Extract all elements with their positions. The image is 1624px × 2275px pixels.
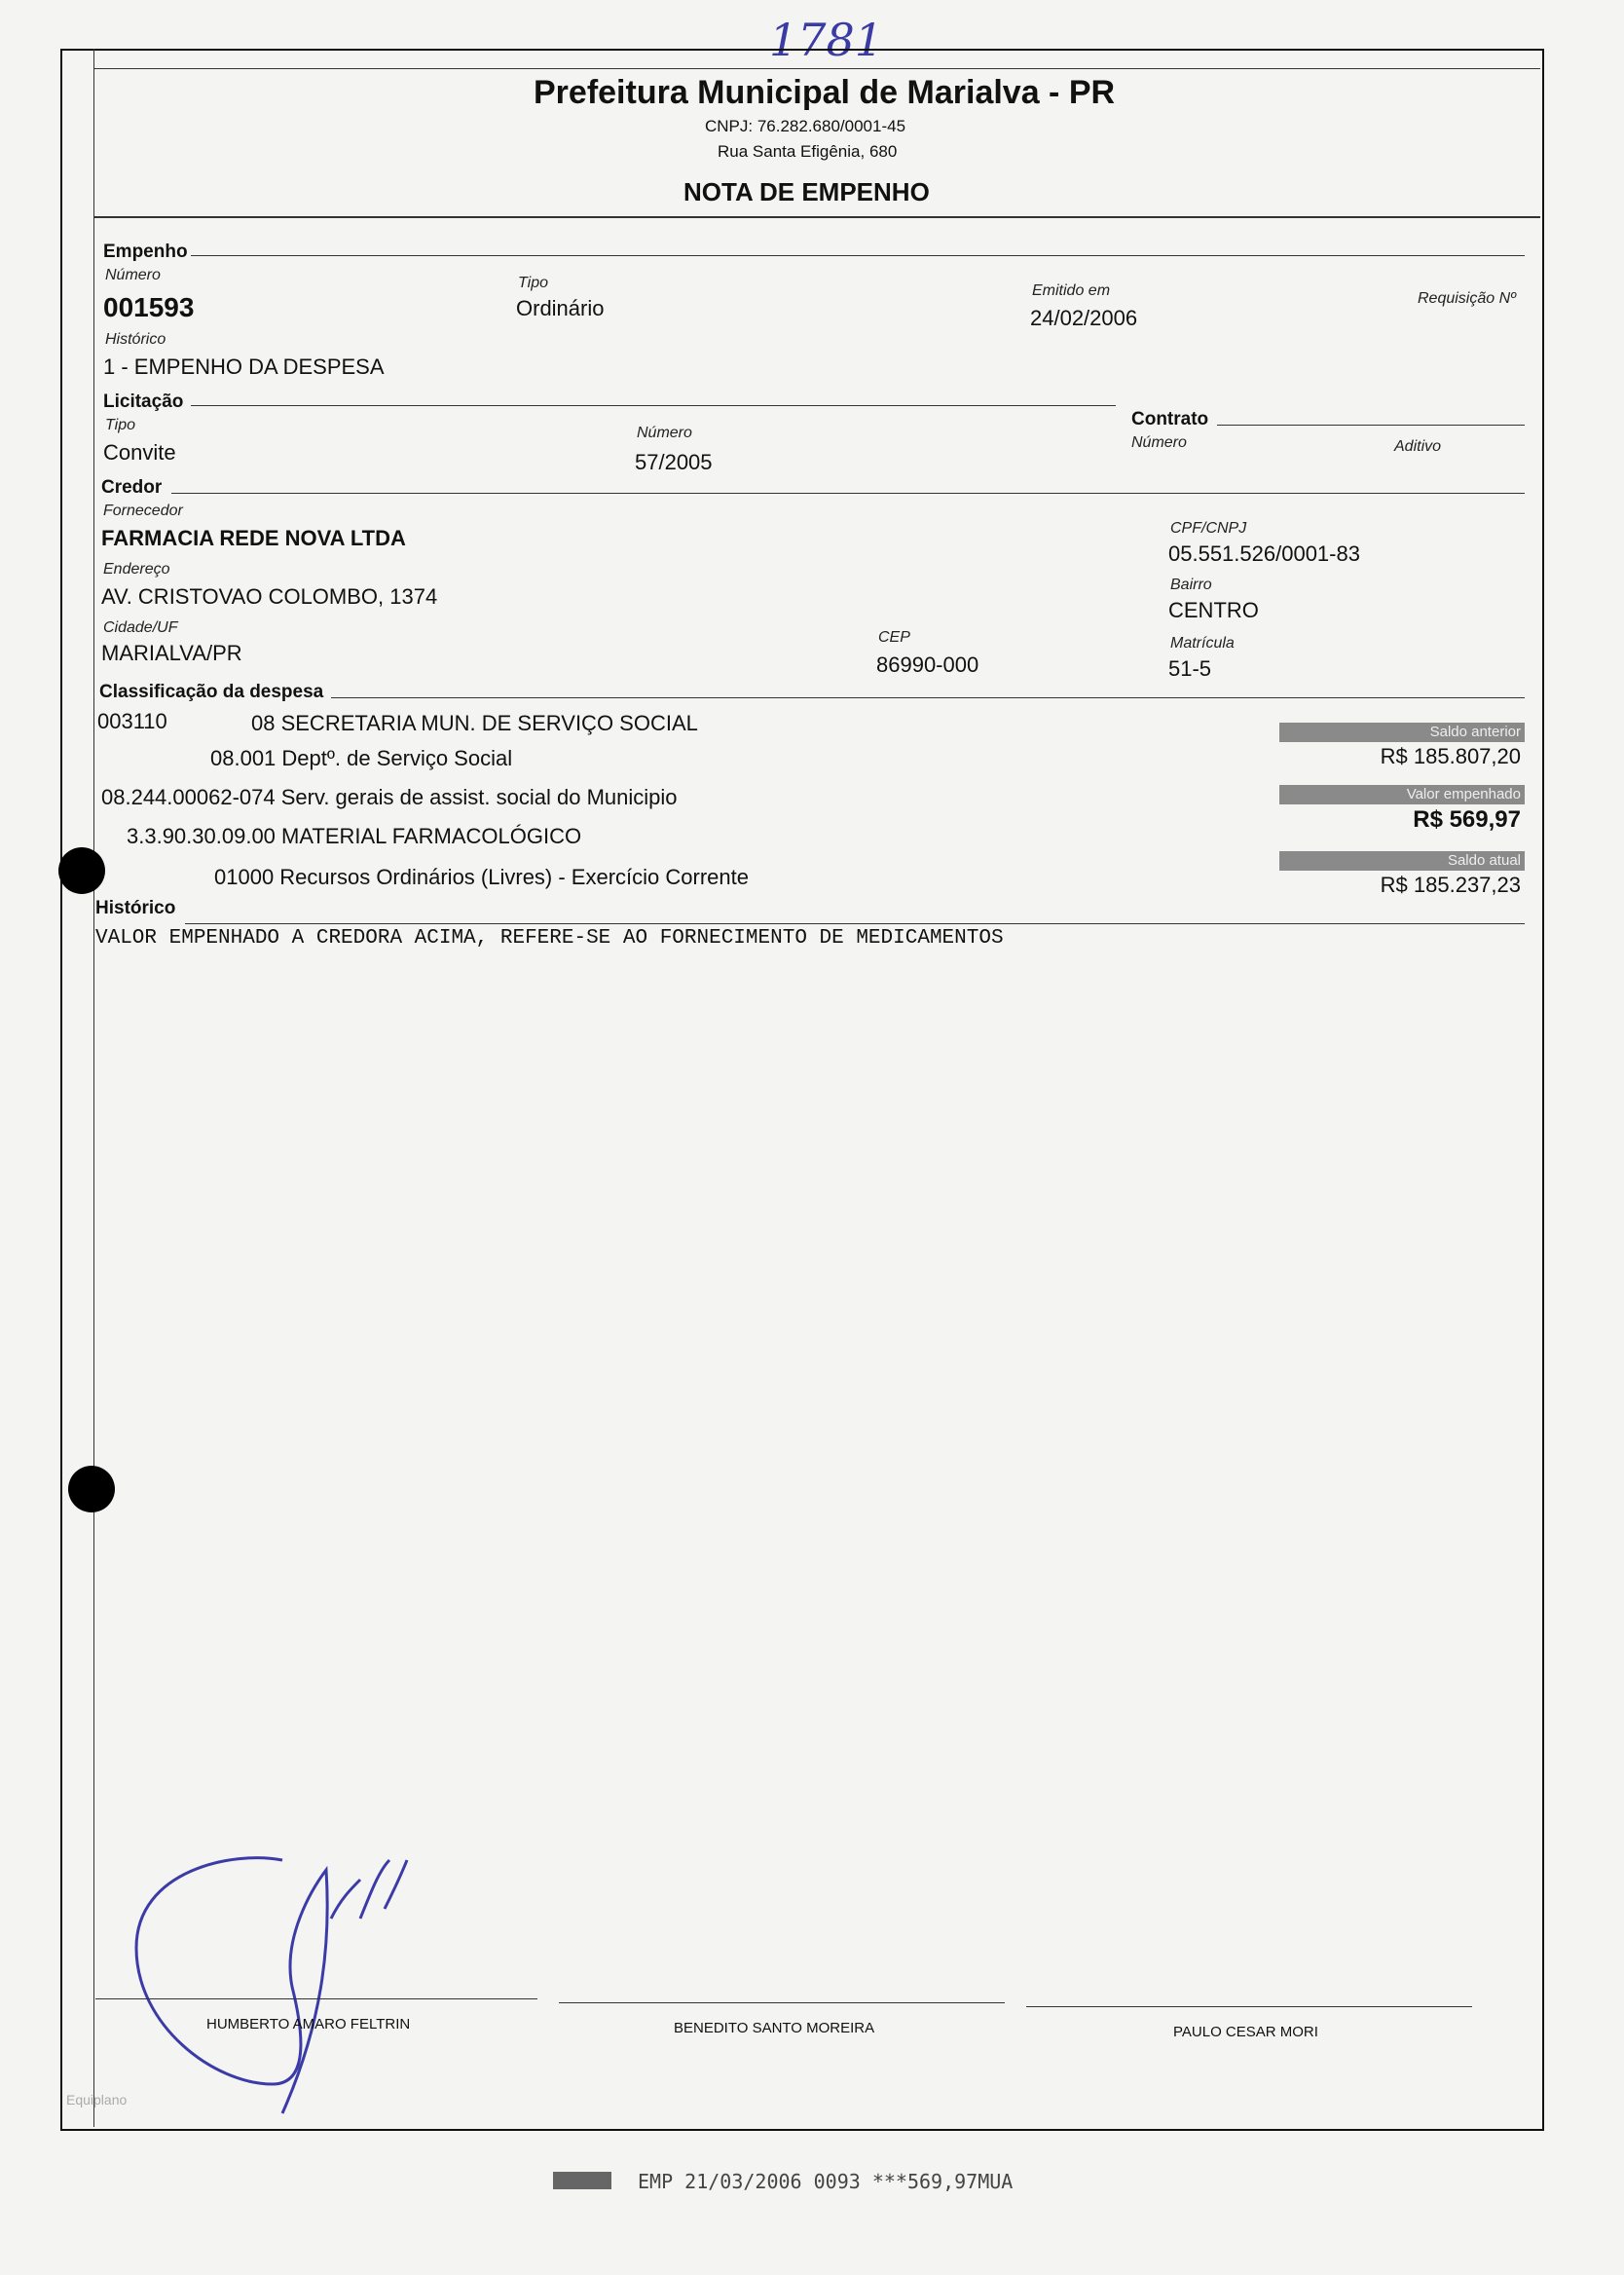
empenho-tipo-label: Tipo [518, 275, 548, 291]
emitido-date: 24/02/2006 [1030, 306, 1138, 330]
licitacao-rule [191, 405, 1116, 406]
empenho-historico-label: Histórico [105, 331, 166, 348]
bairro: CENTRO [1168, 598, 1259, 622]
signature-name-1: HUMBERTO AMARO FELTRIN [206, 2016, 411, 2033]
credor-rule [171, 493, 1525, 494]
bottom-stamp: EMP 21/03/2006 0093 ***569,97MUA [638, 2170, 1014, 2193]
classificacao-rule [331, 697, 1525, 698]
punch-hole-bottom [68, 1466, 115, 1512]
signature-line-1 [95, 1998, 537, 1999]
cep: 86990-000 [876, 653, 979, 677]
empenho-numero-label: Número [105, 267, 161, 283]
header-address: Rua Santa Efigênia, 680 [718, 142, 898, 161]
header-cnpj: CNPJ: 76.282.680/0001-45 [705, 117, 906, 135]
signature-line-3 [1026, 2006, 1472, 2007]
stamp-mark [553, 2172, 611, 2189]
signature-name-3: PAULO CESAR MORI [1173, 2024, 1318, 2040]
empenho-section-title: Empenho [103, 242, 188, 262]
emitido-label: Emitido em [1032, 282, 1111, 299]
bairro-label: Bairro [1170, 577, 1212, 593]
requisicao-label: Requisição Nº [1418, 290, 1516, 307]
cidade-label: Cidade/UF [103, 619, 178, 636]
saldo-anterior-label: Saldo anterior [1279, 723, 1525, 742]
cidade: MARIALVA/PR [101, 641, 242, 665]
empenho-numero: 001593 [103, 292, 195, 322]
signature-line-2 [559, 2002, 1005, 2003]
cpf-cnpj-label: CPF/CNPJ [1170, 520, 1247, 537]
contrato-section-title: Contrato [1131, 409, 1209, 429]
licitacao-tipo: Convite [103, 440, 176, 465]
classificacao-funcional: 08.244.00062-074 Serv. gerais de assist. social do Municipio [101, 785, 678, 809]
punch-hole-top [58, 847, 105, 894]
matricula: 51-5 [1168, 656, 1212, 681]
handwritten-page-number: 1781 [769, 14, 884, 66]
licitacao-tipo-label: Tipo [105, 417, 135, 433]
historico-text: VALOR EMPENHADO A CREDORA ACIMA, REFERE-SE AO FORNECIMENTO DE MEDICAMENTOS [95, 927, 1004, 950]
licitacao-numero: 57/2005 [635, 450, 713, 474]
endereco-label: Endereço [103, 561, 170, 578]
empenho-historico: 1 - EMPENHO DA DESPESA [103, 354, 385, 379]
left-rule [93, 49, 94, 2127]
signature-scribble [117, 1831, 438, 2123]
empenho-rule [191, 255, 1525, 256]
saldo-anterior-value: R$ 185.807,20 [1380, 744, 1521, 768]
cpf-cnpj: 05.551.526/0001-83 [1168, 541, 1360, 566]
classificacao-orgao: 08 SECRETARIA MUN. DE SERVIÇO SOCIAL [251, 711, 698, 735]
fornecedor-name: FARMACIA REDE NOVA LTDA [101, 526, 406, 550]
fornecedor-label: Fornecedor [103, 503, 183, 519]
saldo-atual-label: Saldo atual [1279, 851, 1525, 871]
header-title: Prefeitura Municipal de Marialva - PR [534, 74, 1116, 111]
header-top-line [93, 68, 1540, 69]
cep-label: CEP [878, 629, 910, 646]
signature-name-2: BENEDITO SANTO MOREIRA [674, 2020, 875, 2036]
endereco: AV. CRISTOVAO COLOMBO, 1374 [101, 584, 438, 609]
contrato-rule [1217, 425, 1525, 426]
historico-section-title: Histórico [95, 898, 176, 918]
classificacao-unidade: 08.001 Deptº. de Serviço Social [210, 746, 513, 770]
classificacao-section-title: Classificação da despesa [99, 682, 324, 702]
empenho-tipo: Ordinário [516, 296, 605, 320]
valor-empenhado-label: Valor empenhado [1279, 785, 1525, 804]
contrato-aditivo-label: Aditivo [1394, 438, 1442, 455]
document-title: NOTA DE EMPENHO [683, 177, 930, 206]
classificacao-recurso: 01000 Recursos Ordinários (Livres) - Exercício Corrente [214, 865, 749, 889]
licitacao-numero-label: Número [637, 425, 692, 441]
classificacao-elemento: 3.3.90.30.09.00 MATERIAL FARMACOLÓGICO [127, 824, 582, 848]
historico-rule [185, 923, 1525, 924]
header-divider [93, 216, 1540, 218]
classificacao-code: 003110 [97, 709, 167, 733]
matricula-label: Matrícula [1170, 635, 1235, 652]
licitacao-section-title: Licitação [103, 392, 184, 412]
contrato-numero-label: Número [1131, 434, 1187, 451]
credor-section-title: Credor [101, 477, 163, 498]
saldo-atual-value: R$ 185.237,23 [1380, 873, 1521, 897]
footer-brand: Equiplano [66, 2092, 128, 2107]
valor-empenhado-value: R$ 569,97 [1413, 806, 1521, 833]
